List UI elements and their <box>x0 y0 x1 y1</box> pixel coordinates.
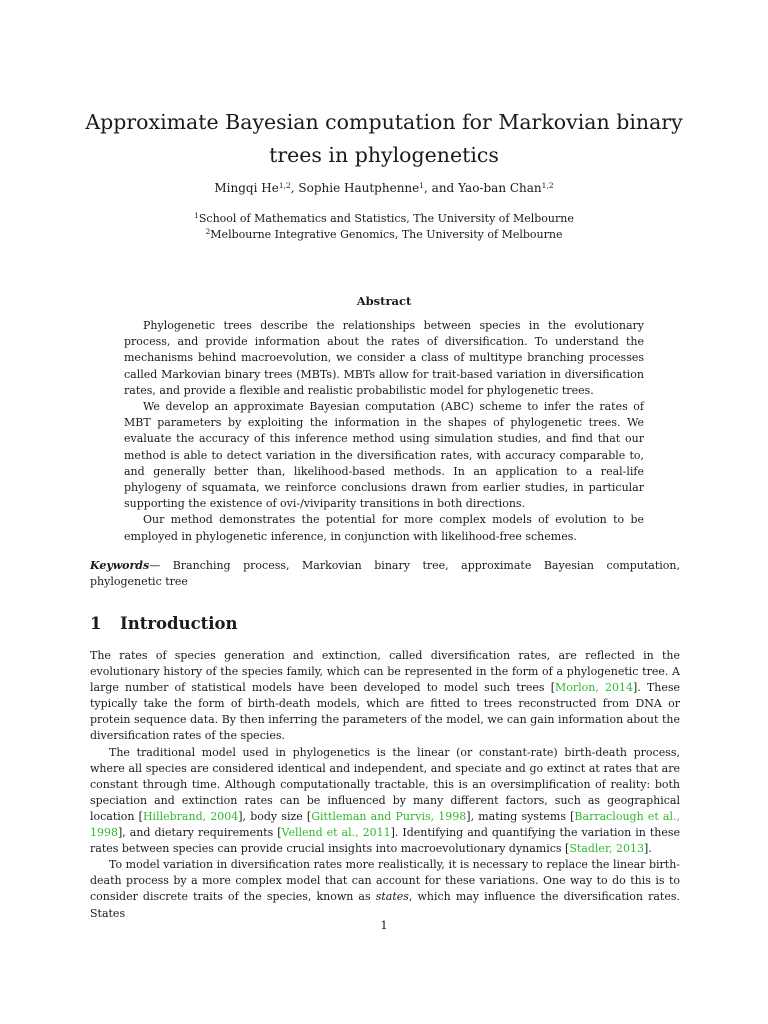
paragraph-text: ]. Identifying and quantifying the variation in these rates between species can provide crucial insights into macroevolutionary dynamics [ <box>90 826 680 856</box>
citation-link[interactable]: Vellend et al., 2011 <box>281 826 391 840</box>
body-paragraph <box>90 857 680 921</box>
author-name: Yao-ban Chan <box>458 181 542 195</box>
paragraph-text: The rates of species generation and extinction, called diversification rates, are reflected in the evolutionary history of the species family, which can be represented in the form of a phylogenetic tree. A large number of statistical models have been developed to model such trees [ <box>90 649 680 695</box>
author-separator: , <box>290 181 299 195</box>
paragraph-text: The traditional model used in phylogenetics is the linear (or constant-rate) birth-death process, where all species are considered identical and independent, and speciate and go extinct at rates that are constant through time. Although computationally tractable, this is an oversimplification of reality: both speciation and extinction rates can be influenced by many different factors, such as geographical location [ <box>90 745 680 823</box>
author-separator: , and <box>424 181 459 195</box>
abstract-paragraph: We develop an approximate Bayesian computation (ABC) scheme to infer the rates of MBT parameters by exploiting the information in the shapes of phylogenetic trees. We evaluate the accuracy of this inference method using simulation studies, and find that our method is able to detect variation in the diversification rates, with accuracy comparable to, and generally better than, likelihood-based methods. In an application to a real-life phylogeny of squamata, we reinforce conclusions drawn from earlier studies, in particular supporting the existence of ovi-/viviparity transitions in both directions. <box>124 400 644 511</box>
author-affiliation-mark: 1 <box>419 181 425 190</box>
keywords-label: Keywords <box>90 559 150 572</box>
author-affiliation-mark: 1,2 <box>278 181 291 190</box>
author-list <box>60 181 708 195</box>
section-title: Introduction <box>120 614 238 633</box>
body-paragraph <box>90 745 680 858</box>
paragraph-text: ]. <box>643 842 652 856</box>
author-name: Mingqi He <box>214 181 279 195</box>
keywords <box>90 558 680 590</box>
paragraph-text: ], and dietary requirements [ <box>118 826 282 840</box>
section-heading <box>90 614 238 633</box>
affiliation-text: Melbourne Integrative Genomics, The University of Melbourne <box>210 227 563 241</box>
affiliation <box>60 227 708 243</box>
affiliation-mark: 1 <box>194 211 199 220</box>
keywords-text: — Branching process, Markovian binary tree, approximate Bayesian computation, phylogenetic tree <box>90 559 680 589</box>
paragraph-text: To model variation in diversification rates more realistically, it is necessary to replace the linear birth-death process by a more complex model that can account for these variations. One way to do this is to consider discrete traits of the species, known as <box>90 858 680 904</box>
citation-link[interactable]: Hillebrand, 2004 <box>142 809 239 823</box>
citation-link[interactable]: Morlon, 2014 <box>555 681 633 695</box>
affiliation-list <box>60 211 708 242</box>
paragraph-text: ], body size [ <box>238 809 312 823</box>
emphasized-term: states <box>375 890 409 904</box>
abstract-heading: Abstract <box>356 294 412 308</box>
affiliation <box>60 211 708 227</box>
affiliation-mark: 2 <box>205 226 211 236</box>
abstract-body <box>124 318 644 545</box>
author-affiliation-mark: 1,2 <box>541 181 554 190</box>
paragraph-text: ]. These typically take the form of birth-death models, which are fitted to trees reconstructed from DNA or protein sequence data. By then inferring the parameters of the model, we can gain information about the diversification rates of the species. <box>90 681 681 743</box>
section-number: 1 <box>90 614 102 633</box>
paper-title: Approximate Bayesian computation for Markovian binary trees in phylogenetics <box>85 110 683 167</box>
author-name: Sophie Hautphenne <box>298 181 420 195</box>
citation-link[interactable]: Gittleman and Purvis, 1998 <box>311 809 467 823</box>
citation-link[interactable]: Stadler, 2013 <box>569 842 644 856</box>
abstract-paragraph: Our method demonstrates the potential for more complex models of evolution to be employed in phylogenetic inference, in conjunction with likelihood-free schemes. <box>124 513 644 543</box>
paragraph-text: ], mating systems [ <box>466 809 575 823</box>
body-paragraph <box>90 648 680 745</box>
body-text <box>90 648 680 922</box>
affiliation-text: School of Mathematics and Statistics, The University of Melbourne <box>198 212 574 225</box>
page-number: 1 <box>380 918 388 932</box>
paragraph-text: , which may influence the diversification rates. States <box>90 890 680 920</box>
abstract-paragraph: Phylogenetic trees describe the relationships between species in the evolutionary process, and provide information about the rates of diversification. To understand the mechanisms behind macroevolution, we consider a class of multitype branching processes called Markovian binary trees (MBTs). MBTs allow for trait-based variation in diversification rates, and provide a flexible and realistic probabilistic model for phylogenetic trees. <box>124 319 644 397</box>
citation-link[interactable]: Barraclough et al., 1998 <box>90 809 680 840</box>
